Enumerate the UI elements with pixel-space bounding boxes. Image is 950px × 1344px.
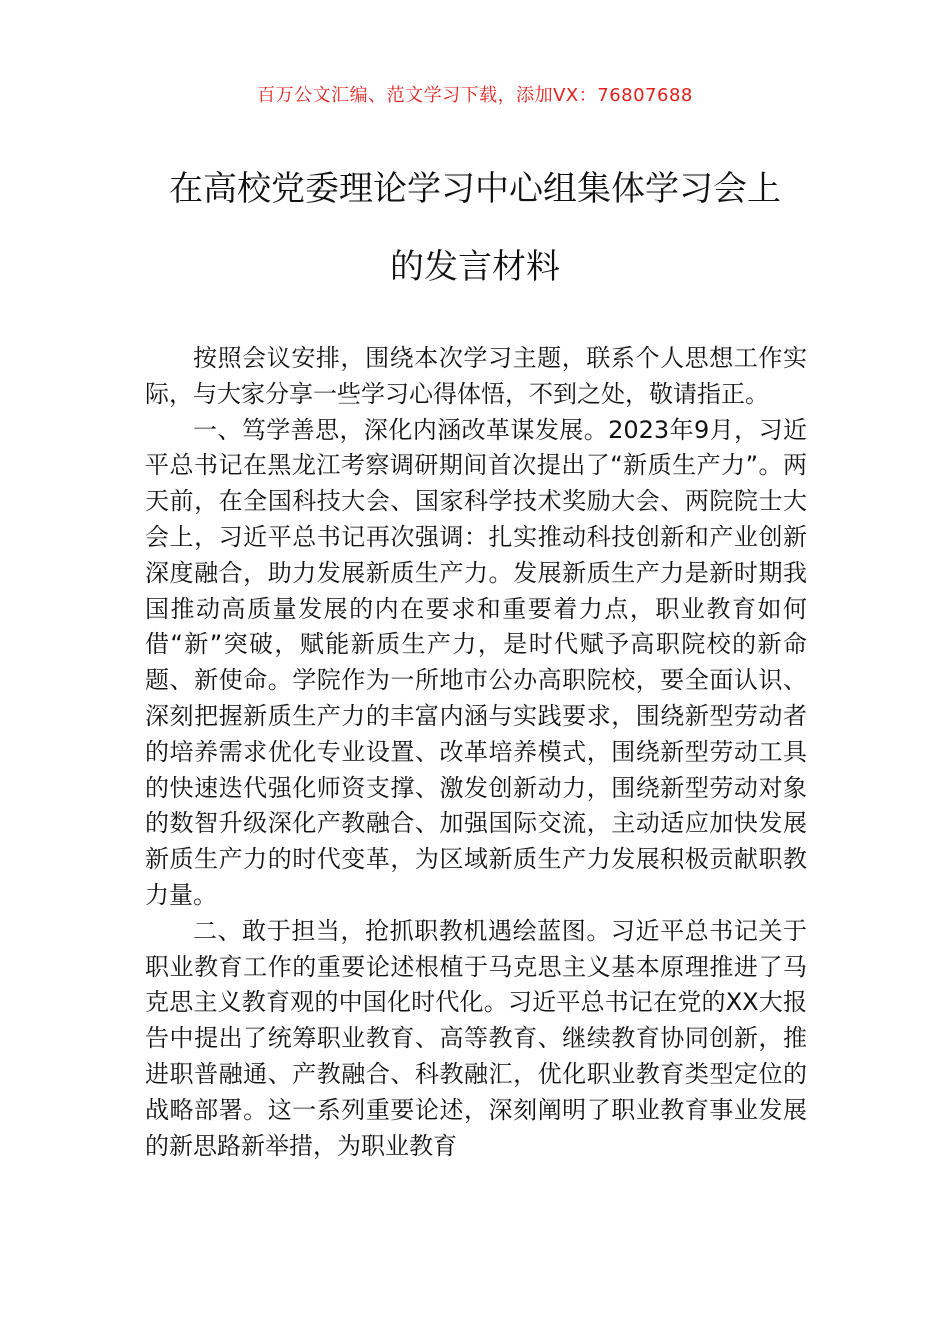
document-title (110, 150, 840, 306)
title-line-2: 的发言材料 (390, 247, 560, 287)
paragraph-section-2: 二、敢于担当，抢抓职教机遇绘蓝图。习近平总书记关于职业教育工作的重要论述根植于马克思主义基本原理推进了马克思主义教育观的中国化时代化。习近平总书记在党的XX大报告中提出了统筹职业教育、高等教育、继续教育协同创新，推进职普融通、产教融合、科教融汇，优化职业教育类型定位的战略部署。这一系列重要论述，深刻阐明了职业教育事业发展的新思路新举措，为职业教育 (145, 916, 807, 1160)
paragraph-intro: 按照会议安排，围绕本次学习主题，联系个人思想工作实际，与大家分享一些学习心得体悟，不到之处，敬请指正。 (145, 344, 807, 408)
watermark-header-note: 百万公文汇编、范文学习下载，添加VX：76807688 (257, 85, 693, 106)
title-line-1: 在高校党委理论学习中心组集体学习会上 (169, 169, 781, 209)
paragraph-section-1: 一、笃学善思，深化内涵改革谋发展。2023年9月，习近平总书记在黑龙江考察调研期间首次提出了“新质生产力”。两天前，在全国科技大会、国家科学技术奖励大会、两院院士大会上，习近平总书记再次强调：扎实推动科技创新和产业创新深度融合，助力发展新质生产力。发展新质生产力是新时期我国推动高质量发展的内在要求和重要着力点，职业教育如何借“新”突破，赋能新质生产力，是时代赋予高职院校的新命题、新使命。学院作为一所地市公办高职院校，要全面认识、深刻把握新质生产力的丰富内涵与实践要求，围绕新型劳动者的培养需求优化专业设置、改革培养模式，围绕新型劳动工具的快速迭代强化师资支撑、激发创新动力，围绕新型劳动对象的数智升级深化产教融合、加强国际交流，主动适应加快发展新质生产力的时代变革，为区域新质生产力发展积极贡献职教力量。 (145, 415, 807, 909)
document-body (145, 341, 807, 1164)
